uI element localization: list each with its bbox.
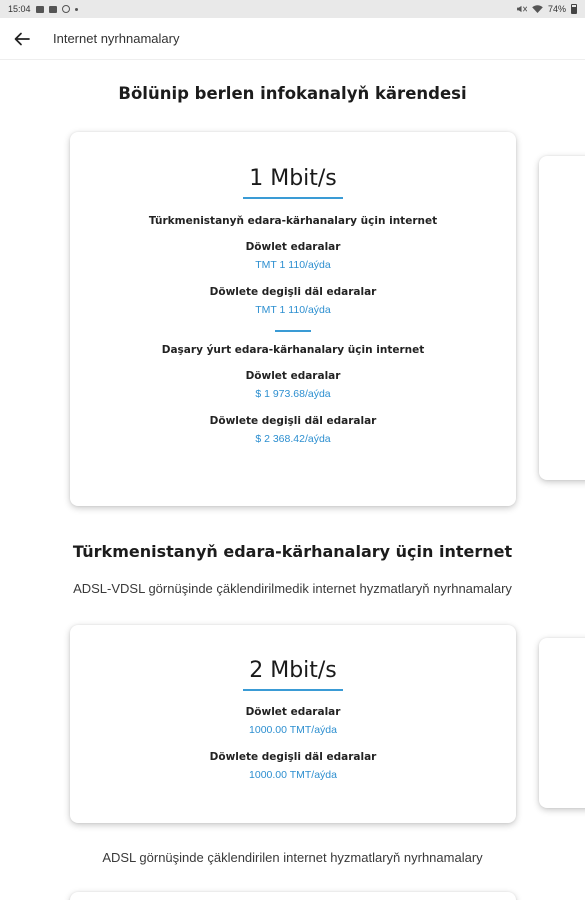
group-divider xyxy=(275,330,311,332)
wifi-icon xyxy=(532,5,543,13)
more-notifications-icon xyxy=(75,8,78,11)
tariff-speed: 2 Mbit/s xyxy=(249,658,337,683)
section-heading-turkmen-internet: Türkmenistanyň edara-kärhanalary üçin internet xyxy=(72,542,513,561)
row-label: Döwlet edaralar xyxy=(245,706,341,718)
mute-icon xyxy=(516,5,527,13)
page-title: Internet nyrhnamalary xyxy=(53,31,180,46)
speed-underline xyxy=(243,689,343,691)
arrow-back-icon xyxy=(14,32,30,46)
row-label: Döwlet edaralar xyxy=(245,241,341,253)
row-price: 1000.00 TMT/aýda xyxy=(249,769,337,781)
status-time: 15:04 xyxy=(8,4,31,14)
app-bar xyxy=(0,18,585,60)
row-label: Döwlet edaralar xyxy=(245,370,341,382)
sync-notification-icon xyxy=(62,5,70,13)
tariff-speed: 1 Mbit/s xyxy=(249,166,337,191)
section-subheading-adsl-limited: ADSL görnüşinde çäklendirilen internet hyzmatlaryň nyrhnamalary xyxy=(102,850,483,865)
row-label: Döwlete degişli däl edaralar xyxy=(209,751,377,763)
scroll-content[interactable] xyxy=(0,60,585,900)
status-right xyxy=(516,4,577,14)
youtube-notification-icon xyxy=(49,6,57,13)
tariff-card-2mbit[interactable] xyxy=(70,625,516,823)
row-price: TMT 1 110/aýda xyxy=(255,259,331,271)
section-subheading-adsl-vdsl: ADSL-VDSL görnüşinde çäklendirilmedik internet hyzmatlaryň nyrhnamalary xyxy=(73,581,512,596)
next-tariff-card-peek[interactable] xyxy=(539,156,585,480)
battery-percent: 74% xyxy=(547,4,566,14)
speed-underline xyxy=(243,197,343,199)
row-price: TMT 1 110/aýda xyxy=(255,304,331,316)
row-label: Döwlete degişli däl edaralar xyxy=(209,415,377,427)
battery-icon xyxy=(571,4,577,14)
next-tariff-card-peek[interactable] xyxy=(539,638,585,808)
tariff-card-1mbit[interactable] xyxy=(70,132,516,506)
status-bar xyxy=(0,0,585,18)
back-button[interactable] xyxy=(2,18,42,60)
status-left xyxy=(8,4,78,14)
row-price: $ 1 973.68/aýda xyxy=(255,388,331,400)
tariff-card-partial[interactable] xyxy=(70,892,516,900)
group-title-foreign: Daşary ýurt edara-kärhanalary üçin internet xyxy=(161,344,425,356)
row-price: 1000.00 TMT/aýda xyxy=(249,724,337,736)
gallery-notification-icon xyxy=(36,6,44,13)
group-title-turkmen: Türkmenistanyň edara-kärhanalary üçin internet xyxy=(148,215,438,227)
section-heading-leased-channel: Bölünip berlen infokanalyň kärendesi xyxy=(118,84,467,103)
row-price: $ 2 368.42/aýda xyxy=(255,433,331,445)
row-label: Döwlete degişli däl edaralar xyxy=(209,286,377,298)
